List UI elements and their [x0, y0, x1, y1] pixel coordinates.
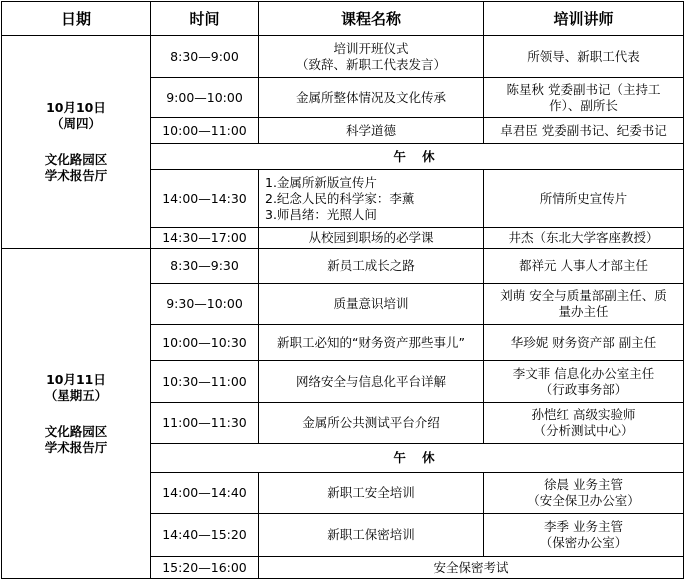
- lecturer-cell: 都祥元 人事人才部主任: [484, 249, 684, 284]
- lecturer-cell: 所情所史宣传片: [484, 170, 684, 228]
- time-cell: 11:00—11:30: [151, 403, 259, 444]
- course-cell: 科学道德: [259, 118, 484, 144]
- course-cell: 新职工安全培训: [259, 473, 484, 514]
- day1-weekday: （周四）: [50, 116, 101, 131]
- course-cell: 金属所公共测试平台介绍: [259, 403, 484, 444]
- course-cell: [259, 36, 484, 78]
- course-cell: 从校园到职场的必学课: [259, 228, 484, 249]
- course-line: （致辞、新职工代表发言）: [295, 56, 446, 72]
- course-line: 培训开班仪式: [333, 40, 409, 56]
- header-date: 日期: [2, 2, 151, 36]
- lecturer-line: 量办主任: [558, 304, 609, 319]
- day2-venue-line1: 文化路园区: [44, 423, 108, 439]
- time-cell: 8:30—9:30: [151, 249, 259, 284]
- header-row: [2, 2, 684, 36]
- lecturer-line: 徐晨 业务主管: [544, 477, 623, 492]
- lecturer-line: 作）、副所长: [549, 97, 618, 113]
- course-line: 3.师昌绪：光照人间: [265, 206, 377, 222]
- course-cell: [259, 170, 484, 228]
- lecturer-cell: [484, 403, 684, 444]
- lecturer-line: （保密办公室）: [539, 535, 628, 550]
- lecturer-line: 刘萌 安全与质量部副主任、质: [500, 288, 667, 303]
- header-course: 课程名称: [259, 2, 484, 36]
- lecturer-cell: 井杰（东北大学客座教授）: [484, 228, 684, 249]
- exam-cell: 安全保密考试: [259, 557, 684, 579]
- course-cell: 新职工保密培训: [259, 514, 484, 557]
- day1-venue-line2: 学术报告厅: [44, 168, 108, 183]
- lecturer-cell: 华珍妮 财务资产部 副主任: [484, 325, 684, 361]
- time-cell: 15:20—16:00: [151, 557, 259, 579]
- header-time: 时间: [151, 2, 259, 36]
- time-cell: 10:30—11:00: [151, 361, 259, 403]
- time-cell: 14:00—14:30: [151, 170, 259, 228]
- time-cell: 9:00—10:00: [151, 78, 259, 118]
- time-cell: 14:00—14:40: [151, 473, 259, 514]
- course-cell: 新职工必知的“财务资产那些事儿”: [259, 325, 484, 361]
- time-cell: 10:00—11:00: [151, 118, 259, 144]
- lunch-break-label: 午 休: [151, 444, 684, 473]
- time-cell: 8:30—9:00: [151, 36, 259, 78]
- time-cell: 10:00—10:30: [151, 325, 259, 361]
- table-row: [2, 249, 684, 284]
- time-cell: 9:30—10:00: [151, 284, 259, 325]
- time-cell: 14:30—17:00: [151, 228, 259, 249]
- lecturer-cell: 所领导、新职工代表: [484, 36, 684, 78]
- lecturer-line: 李季 业务主管: [544, 519, 623, 534]
- lecturer-line: （分析测试中心）: [533, 423, 634, 438]
- lecturer-cell: [484, 78, 684, 118]
- day1-date-cell: [2, 36, 151, 249]
- course-cell: 新员工成长之路: [259, 249, 484, 284]
- lecturer-line: （安全保卫办公室）: [527, 493, 640, 508]
- course-cell: 金属所整体情况及文化传承: [259, 78, 484, 118]
- day1-venue-line1: 文化路园区: [44, 152, 108, 167]
- lecturer-cell: [484, 514, 684, 557]
- lecturer-cell: [484, 361, 684, 403]
- lunch-break-label: 午 休: [151, 144, 684, 170]
- training-schedule-table: [1, 1, 684, 579]
- day2-weekday: （星期五）: [44, 387, 108, 403]
- lecturer-line: （行政事务部）: [539, 381, 628, 397]
- lecturer-cell: 卓君臣 党委副书记、纪委书记: [484, 118, 684, 144]
- time-cell: 14:40—15:20: [151, 514, 259, 557]
- lecturer-line: 孙恺红 高级实验师: [531, 407, 636, 422]
- day2-date: 10月11日: [46, 371, 106, 387]
- day2-date-cell: [2, 249, 151, 579]
- day2-venue-line2: 学术报告厅: [44, 439, 108, 455]
- header-lecturer: 培训讲师: [484, 2, 684, 36]
- day1-date: 10月10日: [46, 100, 106, 115]
- lecturer-cell: [484, 473, 684, 514]
- lecturer-cell: [484, 284, 684, 325]
- course-line: 2.纪念人民的科学家：李薰: [265, 190, 415, 206]
- course-cell: 网络安全与信息化平台详解: [259, 361, 484, 403]
- course-line: 1.金属所新版宣传片: [265, 174, 377, 190]
- lecturer-line: 陈星秋 党委副书记（主持工: [506, 81, 661, 97]
- course-cell: 质量意识培训: [259, 284, 484, 325]
- lecturer-line: 李文菲 信息化办公室主任: [512, 365, 655, 381]
- table-row: [2, 36, 684, 78]
